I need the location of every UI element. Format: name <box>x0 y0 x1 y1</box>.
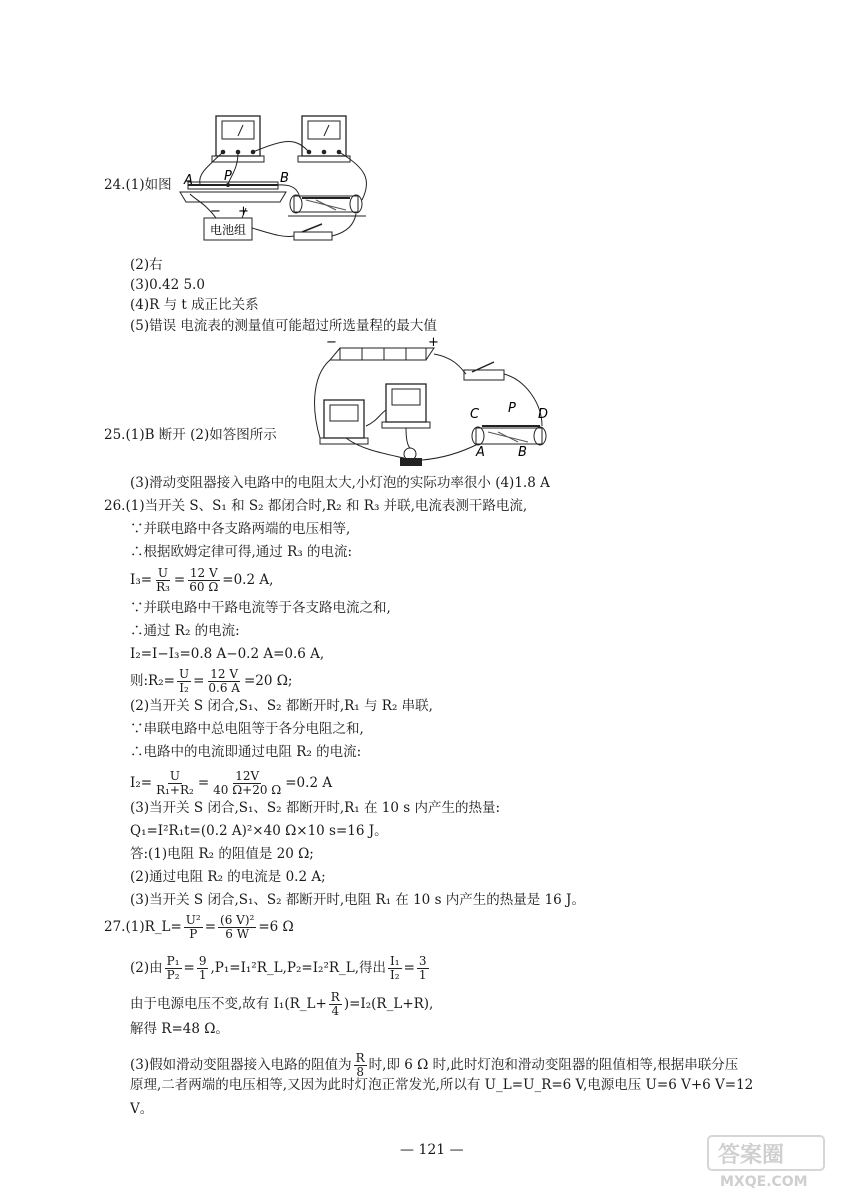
q26-line-12: 答:(1)电阻 R₂ 的阻值是 20 Ω; <box>130 846 314 862</box>
q25-circuit-figure <box>306 334 556 468</box>
q24-line-4: (4)R 与 t 成正比关系 <box>130 297 259 313</box>
q27-line-2: 原理,二者两端的电压相等,又因为此时灯泡正常发光,所以有 U_L=U_R=6 V,电源电压 U=6 V+6 V=12 <box>130 1077 754 1093</box>
label-D: D <box>538 407 549 422</box>
q27-equation-4: (3)假如滑动变阻器接入电路的阻值为 $\frac{R}{8}$ 时,即 6 Ω 时,此时灯泡和滑动变阻器的阻值相等,根据串联分压 <box>130 1051 739 1079</box>
q26-line-14: (3)当开关 S 闭合,S₁、S₂ 都断开时,电阻 R₁ 在 10 s 内产生的热量是 16 J。 <box>130 892 585 908</box>
label-A: A <box>184 173 193 188</box>
q27-equation-1: 27.(1)R_L= $\frac{\text{U²}}{P}$ = $\frac{\text{(6 V)²}}{6 W}$ =6 Ω <box>104 913 294 941</box>
q26-line-7: (2)当开关 S 闭合,S₁、S₂ 都断开时,R₁ 与 R₂ 串联, <box>130 698 433 714</box>
q24-circuit-figure <box>176 108 376 248</box>
q26-line-3: ∴根据欧姆定律可得,通过 R₃ 的电流: <box>130 544 352 560</box>
label-B: B <box>518 445 527 460</box>
q26-line-13: (2)通过电阻 R₂ 的电流是 0.2 A; <box>130 869 326 885</box>
q27-line-3: V。 <box>130 1101 154 1117</box>
label-minus: − <box>210 204 221 219</box>
q26-equation-3: I₂= $\frac{U}{\text{R₁+R₂}}$ = $\frac{12V}{40 \Omega+20 \Omega}$ =0.2 A <box>130 769 333 797</box>
label-P: P <box>508 401 516 416</box>
q26-equation-1: I₃= $\frac{U}{\text{R₃}}$ = $\frac{12 V}{60 \Omega}$ =0.2 A, <box>130 566 274 594</box>
svg-text:MXQE.COM: MXQE.COM <box>720 1174 808 1190</box>
q26-line-5: ∴通过 R₂ 的电流: <box>130 623 240 639</box>
q24-line-5: (5)错误 电流表的测量值可能超过所选量程的最大值 <box>130 318 437 334</box>
label-C: C <box>470 407 480 422</box>
q26-line-1: 26.(1)当开关 S、S₁ 和 S₂ 都闭合时,R₂ 和 R₃ 并联,电流表测干路电流, <box>104 498 528 514</box>
page-number: — 121 — <box>400 1142 464 1158</box>
label-minus: − <box>326 335 337 350</box>
q26-line-11: Q₁=I²R₁t=(0.2 A)²×40 Ω×10 s=16 J。 <box>130 823 388 839</box>
watermark-logo <box>706 1134 826 1194</box>
q26-equation-2: 则:R₂= $\frac{U}{\text{I₂}}$ = $\frac{12 V}{0.6 A}$ =20 Ω; <box>130 667 293 695</box>
label-B: B <box>280 171 289 186</box>
q27-line-1: 解得 R=48 Ω。 <box>130 1021 229 1037</box>
label-plus: + <box>238 204 249 219</box>
q27-equation-2: (2)由 $\frac{\text{P₁}}{\text{P₂}}$ = $\frac{9}{1}$ ,P₁=I₁²R_L,P₂=I₂²R_L,得出 $\frac{\text{I₁}}{\text{I₂}}$ = $\frac{3}{1}$ <box>130 954 427 982</box>
label-plus: + <box>428 335 439 350</box>
q25-line-2: (3)滑动变阻器接入电路中的电阻太大,小灯泡的实际功率很小 (4)1.8 A <box>130 475 550 491</box>
q24-line-1: 24.(1)如图 <box>104 177 172 193</box>
q26-line-2: ∵并联电路中各支路两端的电压相等, <box>130 521 351 537</box>
q26-line-6: I₂=I−I₃=0.8 A−0.2 A=0.6 A, <box>130 646 325 662</box>
label-P: P <box>224 169 232 184</box>
label-A: A <box>476 445 485 460</box>
q26-line-8: ∵串联电路中总电阻等于各分电阻之和, <box>130 721 364 737</box>
q26-line-9: ∴电路中的电流即通过电阻 R₂ 的电流: <box>130 744 362 760</box>
q27-equation-3: 由于电源电压不变,故有 I₁(R_L+ $\frac{R}{4}$ )=I₂(R_L+R), <box>130 990 434 1018</box>
svg-text:答案圈: 答案圈 <box>718 1143 785 1168</box>
q26-line-10: (3)当开关 S 闭合,S₁、S₂ 都断开时,R₁ 在 10 s 内产生的热量: <box>130 800 501 816</box>
q25-line-1: 25.(1)B 断开 (2)如答图所示 <box>104 427 277 443</box>
q26-line-4: ∵并联电路中干路电流等于各支路电流之和, <box>130 600 391 616</box>
q24-line-3: (3)0.42 5.0 <box>130 277 205 293</box>
battery-label: 电池组 <box>210 223 247 237</box>
q24-line-2: (2)右 <box>130 257 163 273</box>
